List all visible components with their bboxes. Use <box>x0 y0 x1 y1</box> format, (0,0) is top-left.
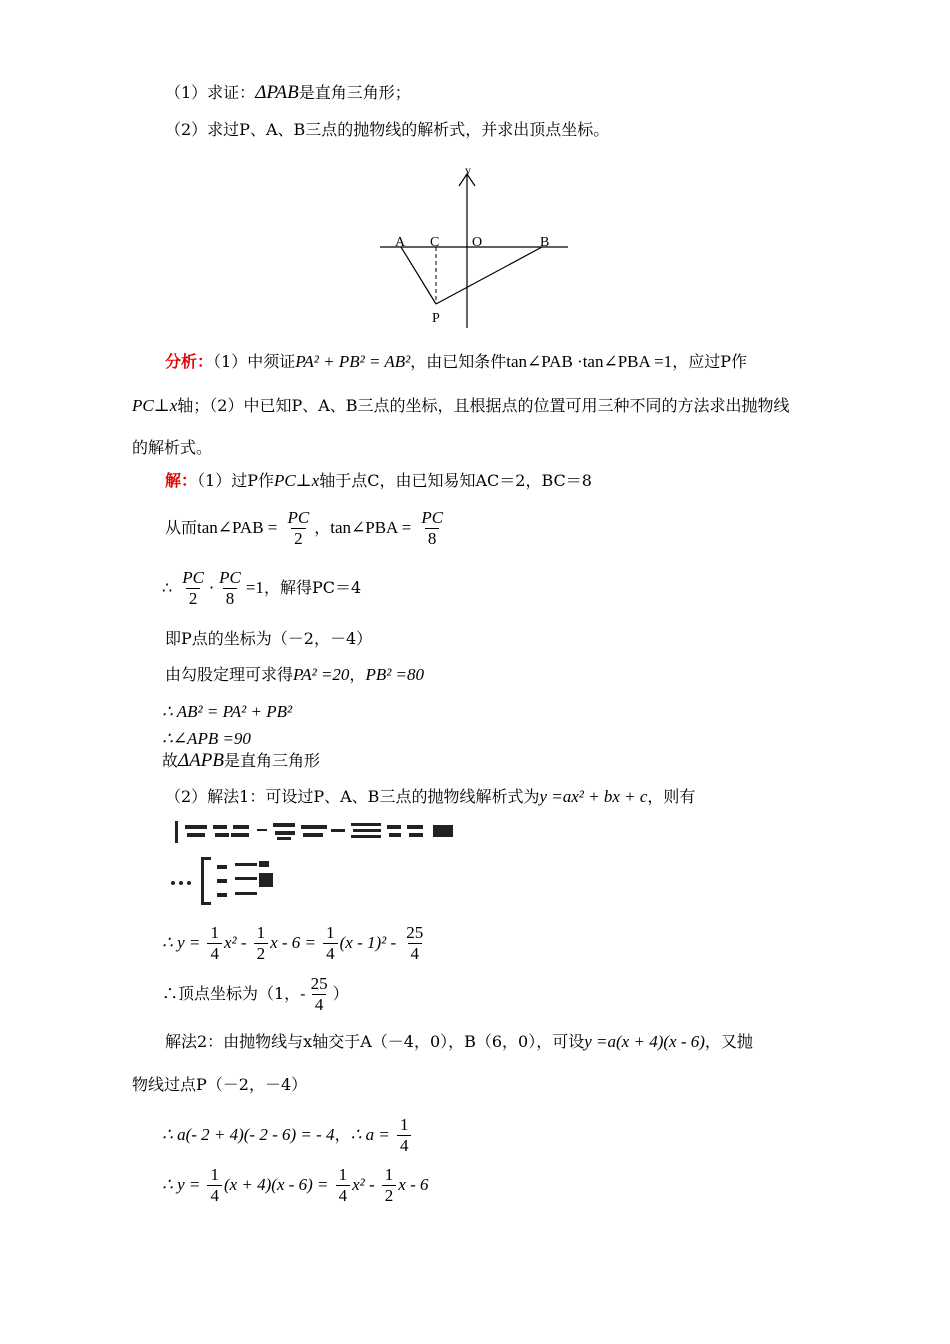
analysis-math-1: PA² + PB² = AB² <box>295 352 411 371</box>
denominator: 4 <box>207 943 222 964</box>
analysis-line-3: 的解析式。 <box>132 438 213 457</box>
numerator: 25 <box>406 923 424 942</box>
pb-squared: PB² =80 <box>365 665 425 684</box>
numerator: PC <box>182 568 205 587</box>
fraction-pc-8 <box>216 568 244 609</box>
solution-text: （1）过P作 <box>197 471 274 490</box>
numerator: 1 <box>399 1115 409 1134</box>
numerator: 1 <box>256 923 266 942</box>
math-term: x² - <box>352 1175 375 1194</box>
label-o: O <box>472 235 483 250</box>
fraction-25-4 <box>308 974 331 1015</box>
fraction-pc-2 <box>179 568 207 609</box>
denominator: 4 <box>323 943 338 964</box>
denominator: 4 <box>408 943 423 964</box>
numerator: PC <box>287 508 310 527</box>
solution-line-vertex-form <box>162 923 428 964</box>
fraction-1-4 <box>336 1165 351 1206</box>
triangle-pab: ΔPAB <box>255 82 299 103</box>
math-term: (x - 1)² - <box>339 933 397 952</box>
denominator: 2 <box>291 528 306 549</box>
denominator: 4 <box>397 1135 412 1156</box>
general-parabola: y =ax² + bx + c <box>539 787 648 806</box>
y-equals: ∴ y = <box>162 933 201 952</box>
solution-line-1 <box>165 471 592 491</box>
segment-pb <box>436 247 542 304</box>
question-1 <box>165 82 411 105</box>
solution-label: 解： <box>165 471 198 490</box>
analysis-text: ，应过P作 <box>672 352 747 371</box>
solution-line-angle: ∴∠APB =90 <box>162 729 251 748</box>
pa-squared: PA² =20 <box>293 665 350 684</box>
label-p: P <box>432 311 440 326</box>
solution-line-ab-squared: ∴ AB² = PA² + PB² <box>162 702 293 721</box>
analysis-label: 分析： <box>165 352 214 371</box>
numerator: 1 <box>210 923 219 942</box>
solution-line-through-p: 物线过点P（－2，－4） <box>132 1075 308 1094</box>
solution-text: 轴于点C，由已知易知AC＝2，BC＝8 <box>319 471 592 490</box>
fraction-25-4 <box>403 923 426 964</box>
solution-line-tan <box>165 508 448 549</box>
question-1-tail: 是直角三角形； <box>298 83 411 102</box>
denominator: 4 <box>336 1185 351 1206</box>
intercept-form: y =a(x + 4)(x - 6) <box>584 1032 705 1051</box>
fraction-1-4 <box>323 923 338 964</box>
solution-line-pythagoras <box>165 665 424 685</box>
equation-system-image <box>165 815 465 910</box>
solution-text: ） <box>332 984 349 1003</box>
numerator: 1 <box>384 1165 394 1184</box>
separator: ， <box>349 665 366 684</box>
tan-pba: tan∠PBA = <box>330 518 412 537</box>
numerator: 25 <box>310 974 328 993</box>
pc-perp-x: PC⊥x <box>273 471 320 490</box>
math-term: x² - <box>223 933 247 952</box>
solution-line-method-2 <box>165 1032 753 1052</box>
solution-text: 从而 <box>165 518 198 537</box>
solution-text: ，解得PC＝4 <box>263 578 362 597</box>
denominator: 2 <box>254 943 269 964</box>
analysis-line-1 <box>165 352 747 372</box>
question-1-text: （1）求证： <box>165 83 256 102</box>
label-y: y <box>465 163 471 177</box>
solution-line-conclusion <box>162 750 320 773</box>
fraction-1-2 <box>254 923 269 964</box>
math-term: ∴ a = <box>350 1125 390 1144</box>
solution-text: ，则有 <box>647 787 696 806</box>
solution-line-product: ∴ $\frac{PC}{2}$ · $\frac{PC}{8}$ =1，解得PC＝4 <box>162 568 362 608</box>
denominator: 8 <box>223 588 238 609</box>
solution-text: ∴顶点坐标为（1，- <box>162 984 306 1003</box>
triangle-apb: ΔAPB <box>178 750 224 771</box>
solution-text: ，又抛 <box>704 1032 753 1051</box>
analysis-text: ，由已知条件 <box>410 352 507 371</box>
analysis-math-2: tan∠PAB ·tan∠PBA =1 <box>506 352 673 371</box>
question-2: （2）求过P、A、B三点的抛物线的解析式，并求出顶点坐标。 <box>165 120 610 139</box>
solution-text: 故 <box>162 751 179 770</box>
analysis-text: 轴；（2）中已知P、A、B三点的坐标，且根据点的位置可用三种不同的方法求出抛物线 <box>177 396 790 415</box>
math-term: x - 6 = <box>270 933 317 952</box>
numerator: 1 <box>338 1165 348 1184</box>
geometry-figure <box>370 160 580 335</box>
denominator: 2 <box>186 588 201 609</box>
math-term: x - 6 <box>398 1175 429 1194</box>
solution-line-method-1 <box>165 787 695 807</box>
numerator: PC <box>421 508 444 527</box>
denominator: 4 <box>207 1185 222 1206</box>
solution-text: 解法2：由抛物线与x轴交于A（－4，0），B（6，0），可设 <box>165 1032 585 1051</box>
numerator: 1 <box>210 1165 219 1184</box>
numerator: PC <box>219 568 241 587</box>
solution-line-solve-a <box>162 1115 413 1156</box>
analysis-math-3: PC⊥x <box>132 396 178 415</box>
solution-line-final <box>162 1165 429 1206</box>
denominator: 4 <box>312 994 327 1015</box>
separator: ， <box>334 1125 351 1144</box>
segment-ap <box>401 247 436 304</box>
solution-line-p-coord: 即P点的坐标为（－2，－4） <box>165 629 373 648</box>
fraction-1-4 <box>207 923 222 964</box>
solution-line-vertex <box>162 974 349 1015</box>
denominator: 2 <box>382 1185 397 1206</box>
label-c: C <box>430 235 440 250</box>
math-term: ∴ a(- 2 + 4)(- 2 - 6) = - 4 <box>162 1125 335 1144</box>
equals-one: =1 <box>245 578 264 597</box>
math-term: (x + 4)(x - 6) = <box>223 1175 329 1194</box>
separator: ， <box>314 518 331 537</box>
denominator: 8 <box>425 528 440 549</box>
tan-pab: tan∠PAB = <box>197 518 278 537</box>
y-equals: ∴ y = <box>162 1175 201 1194</box>
fraction-1-2 <box>382 1165 397 1206</box>
solution-text: 由勾股定理可求得 <box>165 665 294 684</box>
fraction-pc-8 <box>418 508 446 549</box>
label-a: A <box>395 235 406 250</box>
analysis-line-2 <box>132 396 790 416</box>
label-b: B <box>540 235 550 250</box>
fraction-pc-2 <box>284 508 312 549</box>
solution-text: （2）解法1：可设过P、A、B三点的抛物线解析式为 <box>165 787 540 806</box>
fraction-1-4 <box>207 1165 222 1206</box>
analysis-text: （1）中须证 <box>213 352 296 371</box>
therefore-symbol: ∴ <box>162 578 173 597</box>
numerator: 1 <box>326 923 335 942</box>
solution-text: 是直角三角形 <box>224 751 321 770</box>
fraction-1-4 <box>397 1115 412 1156</box>
